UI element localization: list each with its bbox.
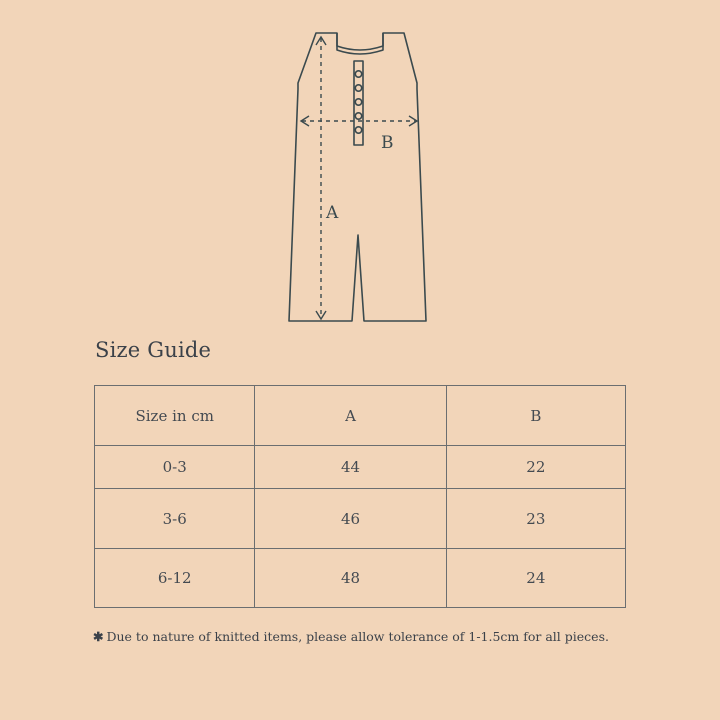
- button: [355, 113, 361, 119]
- cell-a: 46: [255, 489, 446, 549]
- table-row: [95, 446, 626, 489]
- label-b: B: [381, 133, 394, 153]
- tolerance-note-text: Due to nature of knitted items, please allow tolerance of 1-1.5cm for all pieces.: [106, 629, 609, 644]
- tolerance-note: [93, 629, 609, 644]
- table-row: [95, 549, 626, 608]
- measure-b-arrow-right: [409, 116, 417, 126]
- header-b: B: [446, 386, 625, 446]
- cell-b: 23: [446, 489, 625, 549]
- button: [355, 127, 361, 133]
- button: [355, 85, 361, 91]
- table-row: [95, 489, 626, 549]
- cell-b: 22: [446, 446, 625, 489]
- table-header-row: [95, 386, 626, 446]
- cell-a: 44: [255, 446, 446, 489]
- page-title: Size Guide: [95, 338, 212, 362]
- header-a: A: [255, 386, 446, 446]
- button: [355, 71, 361, 77]
- cell-a: 48: [255, 549, 446, 608]
- cell-size: 0-3: [95, 446, 255, 489]
- cell-size: 6-12: [95, 549, 255, 608]
- size-table: [94, 385, 626, 608]
- asterisk-icon: ✱: [93, 629, 104, 644]
- neckline: [337, 33, 383, 50]
- romper-diagram: [280, 28, 440, 328]
- label-a: A: [326, 203, 339, 223]
- cell-size: 3-6: [95, 489, 255, 549]
- button: [355, 99, 361, 105]
- cell-b: 24: [446, 549, 625, 608]
- header-size: Size in cm: [95, 386, 255, 446]
